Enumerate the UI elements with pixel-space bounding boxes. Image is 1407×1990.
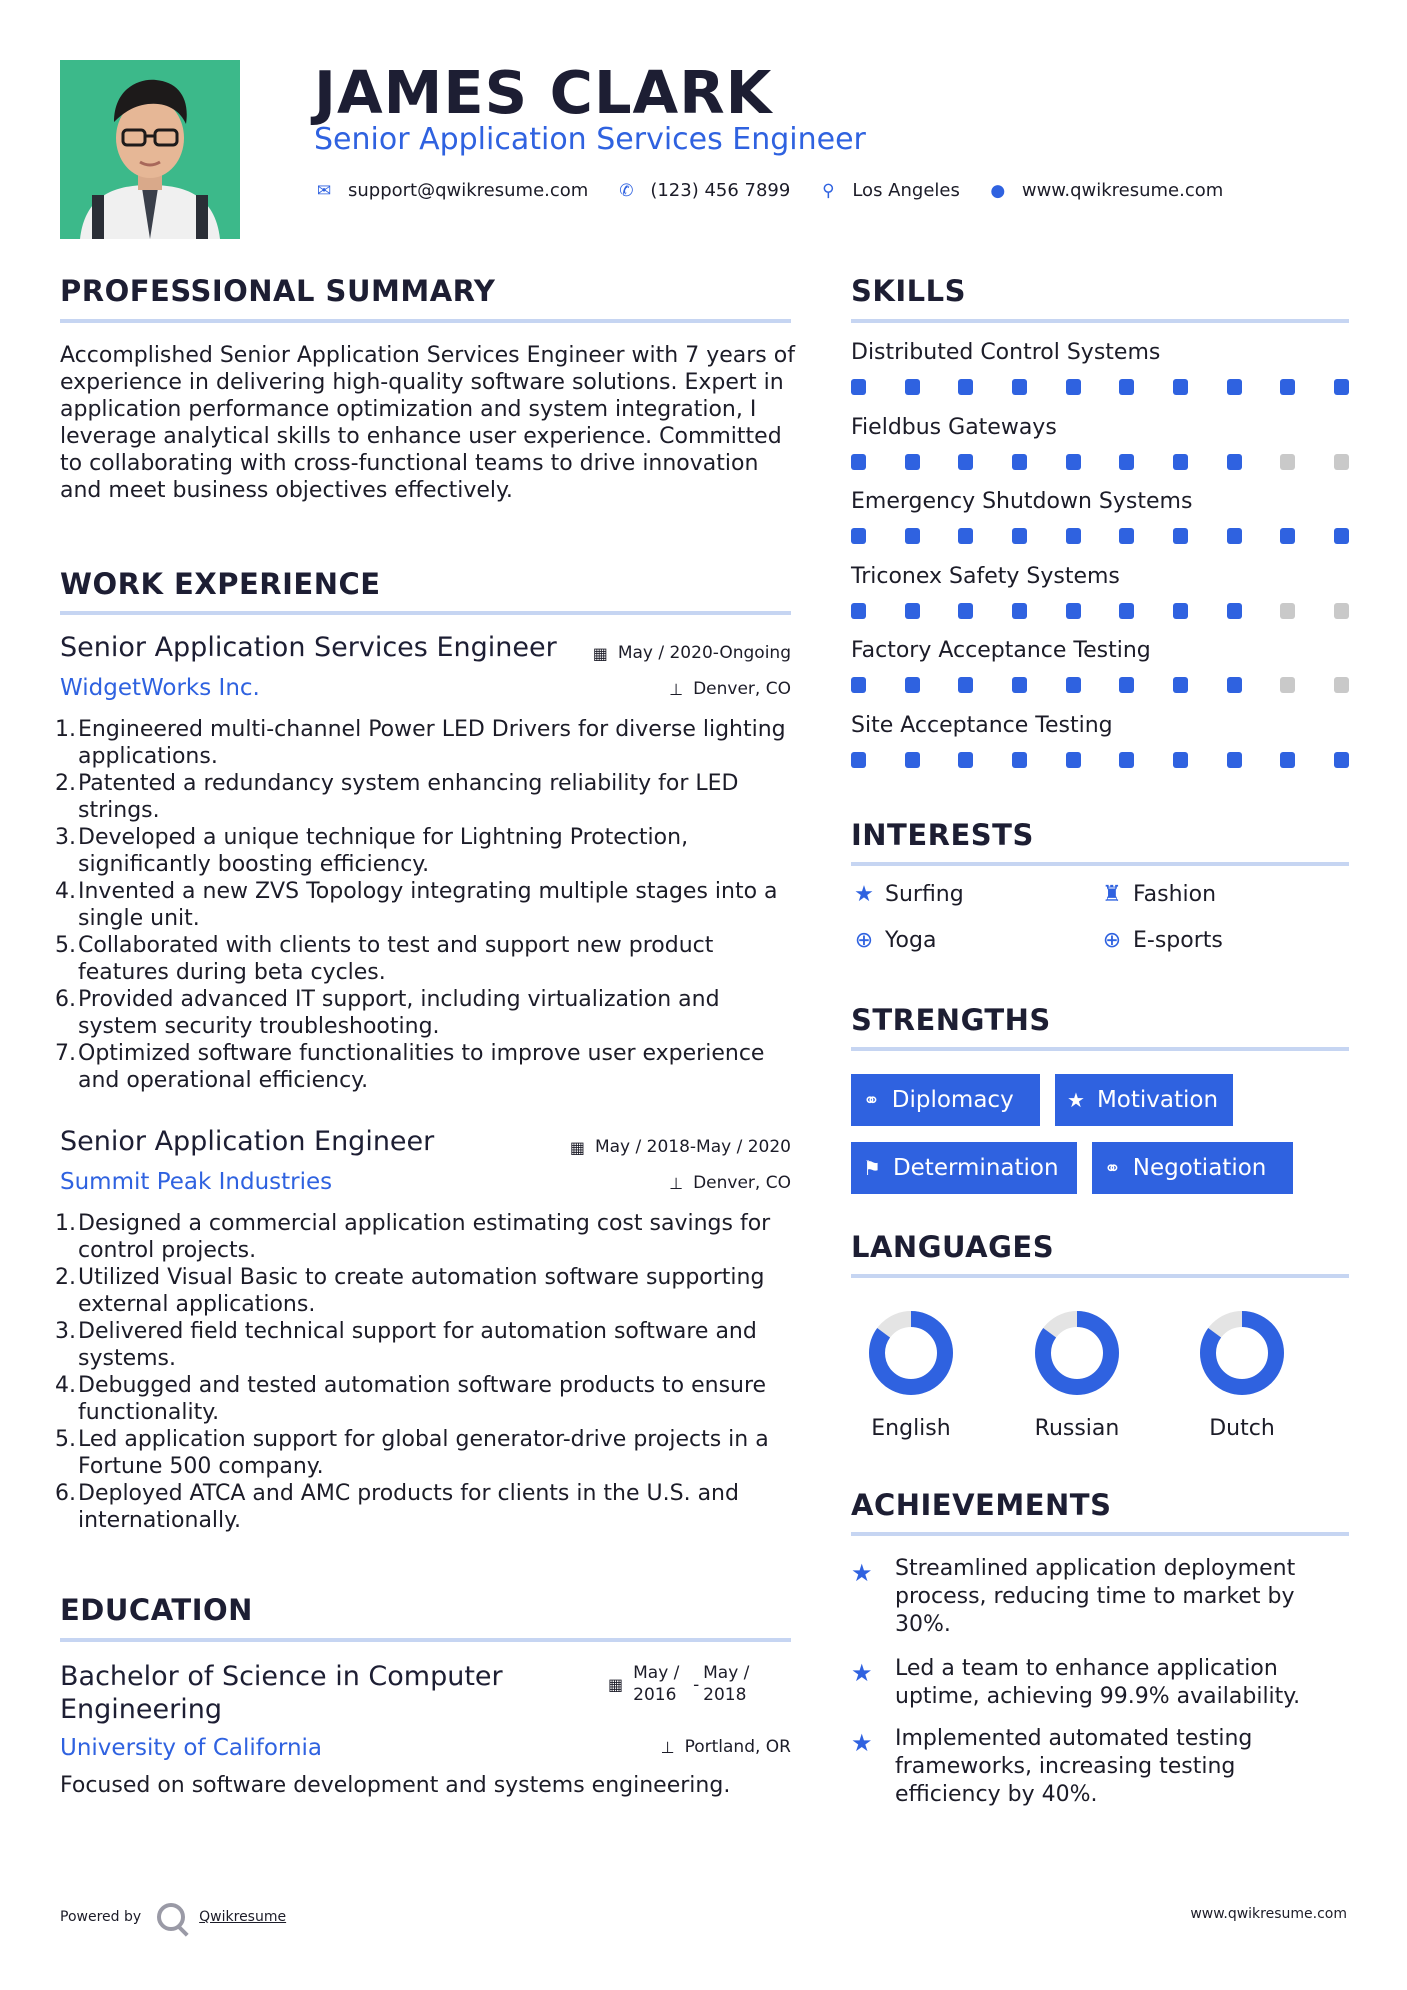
profile-photo (60, 60, 240, 239)
rating-dot-filled (1066, 379, 1081, 395)
degree-title: Bachelor of Science in Computer Engineering (60, 1661, 503, 1725)
rating-dot-filled (1066, 528, 1081, 544)
strength-label: Diplomacy (891, 1087, 1014, 1113)
list-item (55, 824, 800, 878)
list-item (55, 1210, 800, 1264)
language-label: Dutch (1209, 1416, 1275, 1441)
rating-dot-filled (1012, 677, 1027, 693)
list-item (55, 770, 800, 824)
skill-rating (851, 677, 1349, 693)
rating-dot-filled (905, 677, 920, 693)
experience-heading: WORK EXPERIENCE (60, 567, 381, 601)
strengths-divider (851, 1047, 1349, 1051)
list-item (55, 932, 800, 986)
map-pin-icon: ⚲ (822, 180, 835, 201)
rating-dot-filled (1012, 454, 1027, 470)
skill-name: Emergency Shutdown Systems (851, 489, 1193, 514)
interest-item-yoga (851, 928, 936, 953)
achievement-item (851, 1655, 1331, 1711)
rating-dot-filled (1012, 603, 1027, 619)
rating-dot-filled (905, 379, 920, 395)
rating-dot-filled (851, 752, 866, 768)
rating-dot-filled (905, 528, 920, 544)
education-heading: EDUCATION (60, 1593, 253, 1627)
interests-divider (851, 862, 1349, 866)
rating-dot-filled (1173, 752, 1188, 768)
rating-dot-filled (1066, 603, 1081, 619)
languages-divider (851, 1274, 1349, 1278)
rating-dot-filled (1173, 454, 1188, 470)
list-item (55, 1372, 800, 1426)
job-location-text: Denver, CO (693, 1173, 791, 1193)
job-location (669, 679, 791, 699)
job-location (669, 1173, 791, 1193)
lifebuoy-icon: ⊕ (854, 928, 874, 953)
language-donut (1192, 1303, 1292, 1403)
rating-dot-filled (905, 752, 920, 768)
list-number: 5. (55, 933, 76, 958)
handshake-icon: ⚭ (1104, 1156, 1121, 1180)
achievement-text: Streamlined application deployment process, reducing time to market by 30%. (895, 1556, 1296, 1637)
brand-link[interactable]: Qwikresume (199, 1909, 287, 1925)
list-number: 3. (55, 1319, 76, 1344)
list-number: 6. (55, 1481, 76, 1506)
job-location-text: Denver, CO (693, 679, 791, 699)
rating-dot-filled (1173, 677, 1188, 693)
rating-dot-filled (1119, 528, 1134, 544)
job-date (570, 1137, 791, 1157)
strength-label: Motivation (1096, 1087, 1219, 1113)
job-date (593, 643, 791, 663)
interest-label: E-sports (1133, 928, 1223, 953)
rating-dot-filled (1012, 379, 1027, 395)
strength-tag-negotiation (1092, 1142, 1293, 1194)
list-text: Delivered field technical support for automation software and systems. (78, 1319, 757, 1371)
language-label: English (871, 1416, 951, 1441)
powered-by-text: Powered by (60, 1909, 142, 1925)
list-item (55, 1264, 800, 1318)
avatar (60, 60, 240, 239)
phone-text: (123) 456 7899 (650, 180, 791, 201)
contact-phone[interactable] (616, 180, 790, 201)
interest-label: Fashion (1133, 882, 1217, 907)
location-text: Los Angeles (852, 180, 960, 201)
skill-name: Site Acceptance Testing (851, 712, 1113, 738)
rating-dot-filled (1012, 752, 1027, 768)
shooting-star-icon: ★ (851, 1659, 873, 1687)
list-text: Collaborated with clients to test and support new product features during beta cycles. (78, 933, 714, 985)
footer-powered-by (60, 1903, 286, 1931)
rating-dot-empty (1280, 677, 1295, 693)
qwikresume-logo-icon (157, 1903, 185, 1931)
footer-website[interactable]: www.qwikresume.com (1190, 1906, 1347, 1922)
rating-dot-filled (1173, 379, 1188, 395)
summary-text: Accomplished Senior Application Services Engineer with 7 years of experience in delivering high-quality software solutions. Expert in application performance optimization and system integration, I leverage analytical skills to enhance user experience. Committed to collaborating with cross-functional teams to drive innovation and meet business objectives effectively. (60, 343, 795, 503)
date-end: May / 2018 (703, 1663, 750, 1705)
rating-dot-filled (958, 752, 973, 768)
rating-dot-filled (1280, 379, 1295, 395)
list-item (55, 1426, 800, 1480)
rating-dot-filled (958, 379, 973, 395)
rating-dot-filled (905, 603, 920, 619)
contact-bar (314, 180, 1251, 201)
school-name: University of California (60, 1735, 323, 1761)
skill-rating (851, 528, 1349, 544)
list-text: Provided advanced IT support, including virtualization and system security troubleshooting. (78, 987, 720, 1039)
languages-heading: LANGUAGES (851, 1230, 1055, 1264)
calendar-icon: ▦ (592, 643, 608, 663)
rating-dot-filled (1227, 528, 1242, 544)
rating-dot-filled (1227, 454, 1242, 470)
handshake-icon: ⚭ (863, 1088, 880, 1112)
envelope-icon: ✉ (316, 180, 332, 201)
rating-dot-filled (851, 379, 866, 395)
rating-dot-filled (851, 603, 866, 619)
list-text: Invented a new ZVS Topology integrating multiple stages into a single unit. (78, 879, 778, 931)
candidate-name: JAMES CLARK (314, 58, 773, 127)
school-location (661, 1737, 791, 1757)
rating-dot-empty (1280, 454, 1295, 470)
rating-dot-filled (1227, 752, 1242, 768)
list-number: 2. (55, 771, 76, 796)
job-company: WidgetWorks Inc. (60, 675, 260, 701)
rating-dot-filled (1066, 752, 1081, 768)
interest-label: Yoga (885, 928, 937, 953)
rating-dot-empty (1334, 454, 1349, 470)
interest-item-surfing (851, 882, 964, 907)
list-text: Deployed ATCA and AMC products for clients in the U.S. and internationally. (78, 1481, 739, 1533)
phone-icon: ✆ (619, 180, 634, 201)
list-text: Utilized Visual Basic to create automation software supporting external applications. (78, 1265, 765, 1317)
strength-tag-motivation (1055, 1074, 1233, 1126)
skills-heading: SKILLS (851, 274, 966, 308)
job-company: Summit Peak Industries (60, 1169, 333, 1195)
strength-tag-determination (851, 1142, 1077, 1194)
rating-dot-filled (958, 528, 973, 544)
rating-dot-filled (1280, 528, 1295, 544)
language-donut (1027, 1303, 1127, 1403)
calendar-icon: ▦ (569, 1137, 585, 1157)
pin-icon: ⊥ (669, 679, 684, 699)
rating-dot-filled (851, 677, 866, 693)
interest-label: Surfing (885, 882, 964, 907)
rating-dot-filled (1012, 528, 1027, 544)
rating-dot-filled (1334, 528, 1349, 544)
skill-rating (851, 379, 1349, 395)
strength-label: Determination (892, 1155, 1059, 1181)
pin-icon: ⊥ (660, 1737, 675, 1757)
list-text: Optimized software functionalities to improve user experience and operational efficiency. (78, 1041, 765, 1093)
shooting-star-icon: ★ (851, 1729, 873, 1757)
list-item (55, 1480, 800, 1534)
summary-divider (60, 319, 791, 323)
rating-dot-filled (851, 454, 866, 470)
rating-dot-filled (958, 454, 973, 470)
list-text: Led application support for global generator-drive projects in a Fortune 500 company. (78, 1427, 769, 1479)
experience-divider (60, 611, 791, 615)
list-number: 7. (55, 1041, 76, 1066)
job-title: Senior Application Services Engineer (60, 632, 557, 663)
rating-dot-filled (1280, 752, 1295, 768)
achievements-heading: ACHIEVEMENTS (851, 1488, 1112, 1522)
calendar-icon: ▦ (608, 1675, 624, 1694)
list-number: 3. (55, 825, 76, 850)
rating-dot-filled (1227, 677, 1242, 693)
rating-dot-filled (1227, 379, 1242, 395)
list-text: Engineered multi-channel Power LED Drivers for diverse lighting applications. (78, 717, 786, 769)
list-item (55, 986, 800, 1040)
email-text: support@qwikresume.com (348, 180, 589, 201)
rating-dot-filled (1227, 603, 1242, 619)
skill-name: Factory Acceptance Testing (851, 638, 1151, 663)
education-divider (60, 1638, 791, 1642)
date-separator: - (693, 1675, 700, 1695)
star-icon: ★ (1067, 1088, 1085, 1112)
list-item (55, 1040, 800, 1094)
skills-divider (851, 319, 1349, 323)
education-dates (608, 1662, 763, 1706)
contact-location (818, 180, 960, 201)
list-item (55, 716, 800, 770)
flag-icon: ⚑ (863, 1156, 881, 1180)
job-date-text: May / 2020-Ongoing (617, 643, 791, 663)
rating-dot-filled (1173, 603, 1188, 619)
list-text: Developed a unique technique for Lightning Protection, significantly boosting efficiency. (78, 825, 689, 877)
list-number: 1. (55, 717, 76, 742)
candidate-title: Senior Application Services Engineer (314, 122, 866, 157)
rating-dot-filled (1173, 528, 1188, 544)
strengths-heading: STRENGTHS (851, 1003, 1051, 1037)
skill-name: Distributed Control Systems (851, 340, 1161, 365)
achievement-item (851, 1555, 1331, 1639)
skill-rating (851, 454, 1349, 470)
job-bullet-list (55, 716, 800, 1094)
rating-dot-filled (1066, 454, 1081, 470)
rating-dot-filled (1119, 752, 1134, 768)
list-item (55, 1318, 800, 1372)
list-number: 2. (55, 1265, 76, 1290)
pin-icon: ⊥ (669, 1173, 684, 1193)
strength-label: Negotiation (1132, 1155, 1267, 1181)
shopping-bag-icon: ♜ (1102, 882, 1122, 907)
list-item (55, 878, 800, 932)
rating-dot-filled (1334, 752, 1349, 768)
lifebuoy-icon: ⊕ (1102, 928, 1122, 953)
achievement-text: Led a team to enhance application uptime, achieving 99.9% availability. (895, 1656, 1301, 1709)
shooting-star-icon: ★ (851, 1559, 873, 1587)
list-number: 5. (55, 1427, 76, 1452)
rating-dot-filled (958, 603, 973, 619)
list-number: 6. (55, 987, 76, 1012)
job-title: Senior Application Engineer (60, 1126, 435, 1157)
star-icon: ★ (854, 882, 874, 907)
skill-rating (851, 603, 1349, 619)
rating-dot-filled (958, 677, 973, 693)
rating-dot-empty (1280, 603, 1295, 619)
summary-heading: PROFESSIONAL SUMMARY (60, 274, 496, 308)
school-location-text: Portland, OR (684, 1737, 791, 1757)
list-text: Patented a redundancy system enhancing reliability for LED strings. (78, 771, 739, 823)
interests-heading: INTERESTS (851, 818, 1034, 852)
achievements-divider (851, 1532, 1349, 1536)
rating-dot-empty (1334, 603, 1349, 619)
rating-dot-filled (1119, 677, 1134, 693)
rating-dot-filled (1066, 677, 1081, 693)
rating-dot-filled (905, 454, 920, 470)
list-number: 4. (55, 1373, 76, 1398)
list-text: Designed a commercial application estimating cost savings for control projects. (78, 1211, 771, 1263)
education-description: Focused on software development and systems engineering. (60, 1773, 731, 1798)
rating-dot-filled (1119, 454, 1134, 470)
rating-dot-filled (1119, 379, 1134, 395)
strength-tag-diplomacy (851, 1074, 1040, 1126)
list-number: 4. (55, 879, 76, 904)
date-start: May / 2016 (633, 1663, 680, 1705)
skill-rating (851, 752, 1349, 768)
website-text: www.qwikresume.com (1021, 180, 1224, 201)
rating-dot-filled (851, 528, 866, 544)
achievement-text: Implemented automated testing frameworks, increasing testing efficiency by 40%. (895, 1726, 1253, 1807)
rating-dot-filled (1119, 603, 1134, 619)
interest-item-fashion (1099, 882, 1216, 907)
list-number: 1. (55, 1211, 76, 1236)
rating-dot-filled (1334, 379, 1349, 395)
contact-website[interactable] (988, 180, 1223, 201)
skill-name: Triconex Safety Systems (851, 563, 1120, 589)
globe-icon: ● (990, 180, 1006, 201)
skill-name: Fieldbus Gateways (851, 414, 1057, 440)
rating-dot-empty (1334, 677, 1349, 693)
job-bullet-list (55, 1210, 800, 1534)
language-donut (861, 1303, 961, 1403)
interest-item-esports (1099, 928, 1223, 953)
language-label: Russian (1034, 1416, 1120, 1441)
achievement-item (851, 1725, 1331, 1809)
job-date-text: May / 2018-May / 2020 (594, 1137, 791, 1157)
list-text: Debugged and tested automation software products to ensure functionality. (78, 1373, 767, 1425)
contact-email[interactable] (314, 180, 588, 201)
